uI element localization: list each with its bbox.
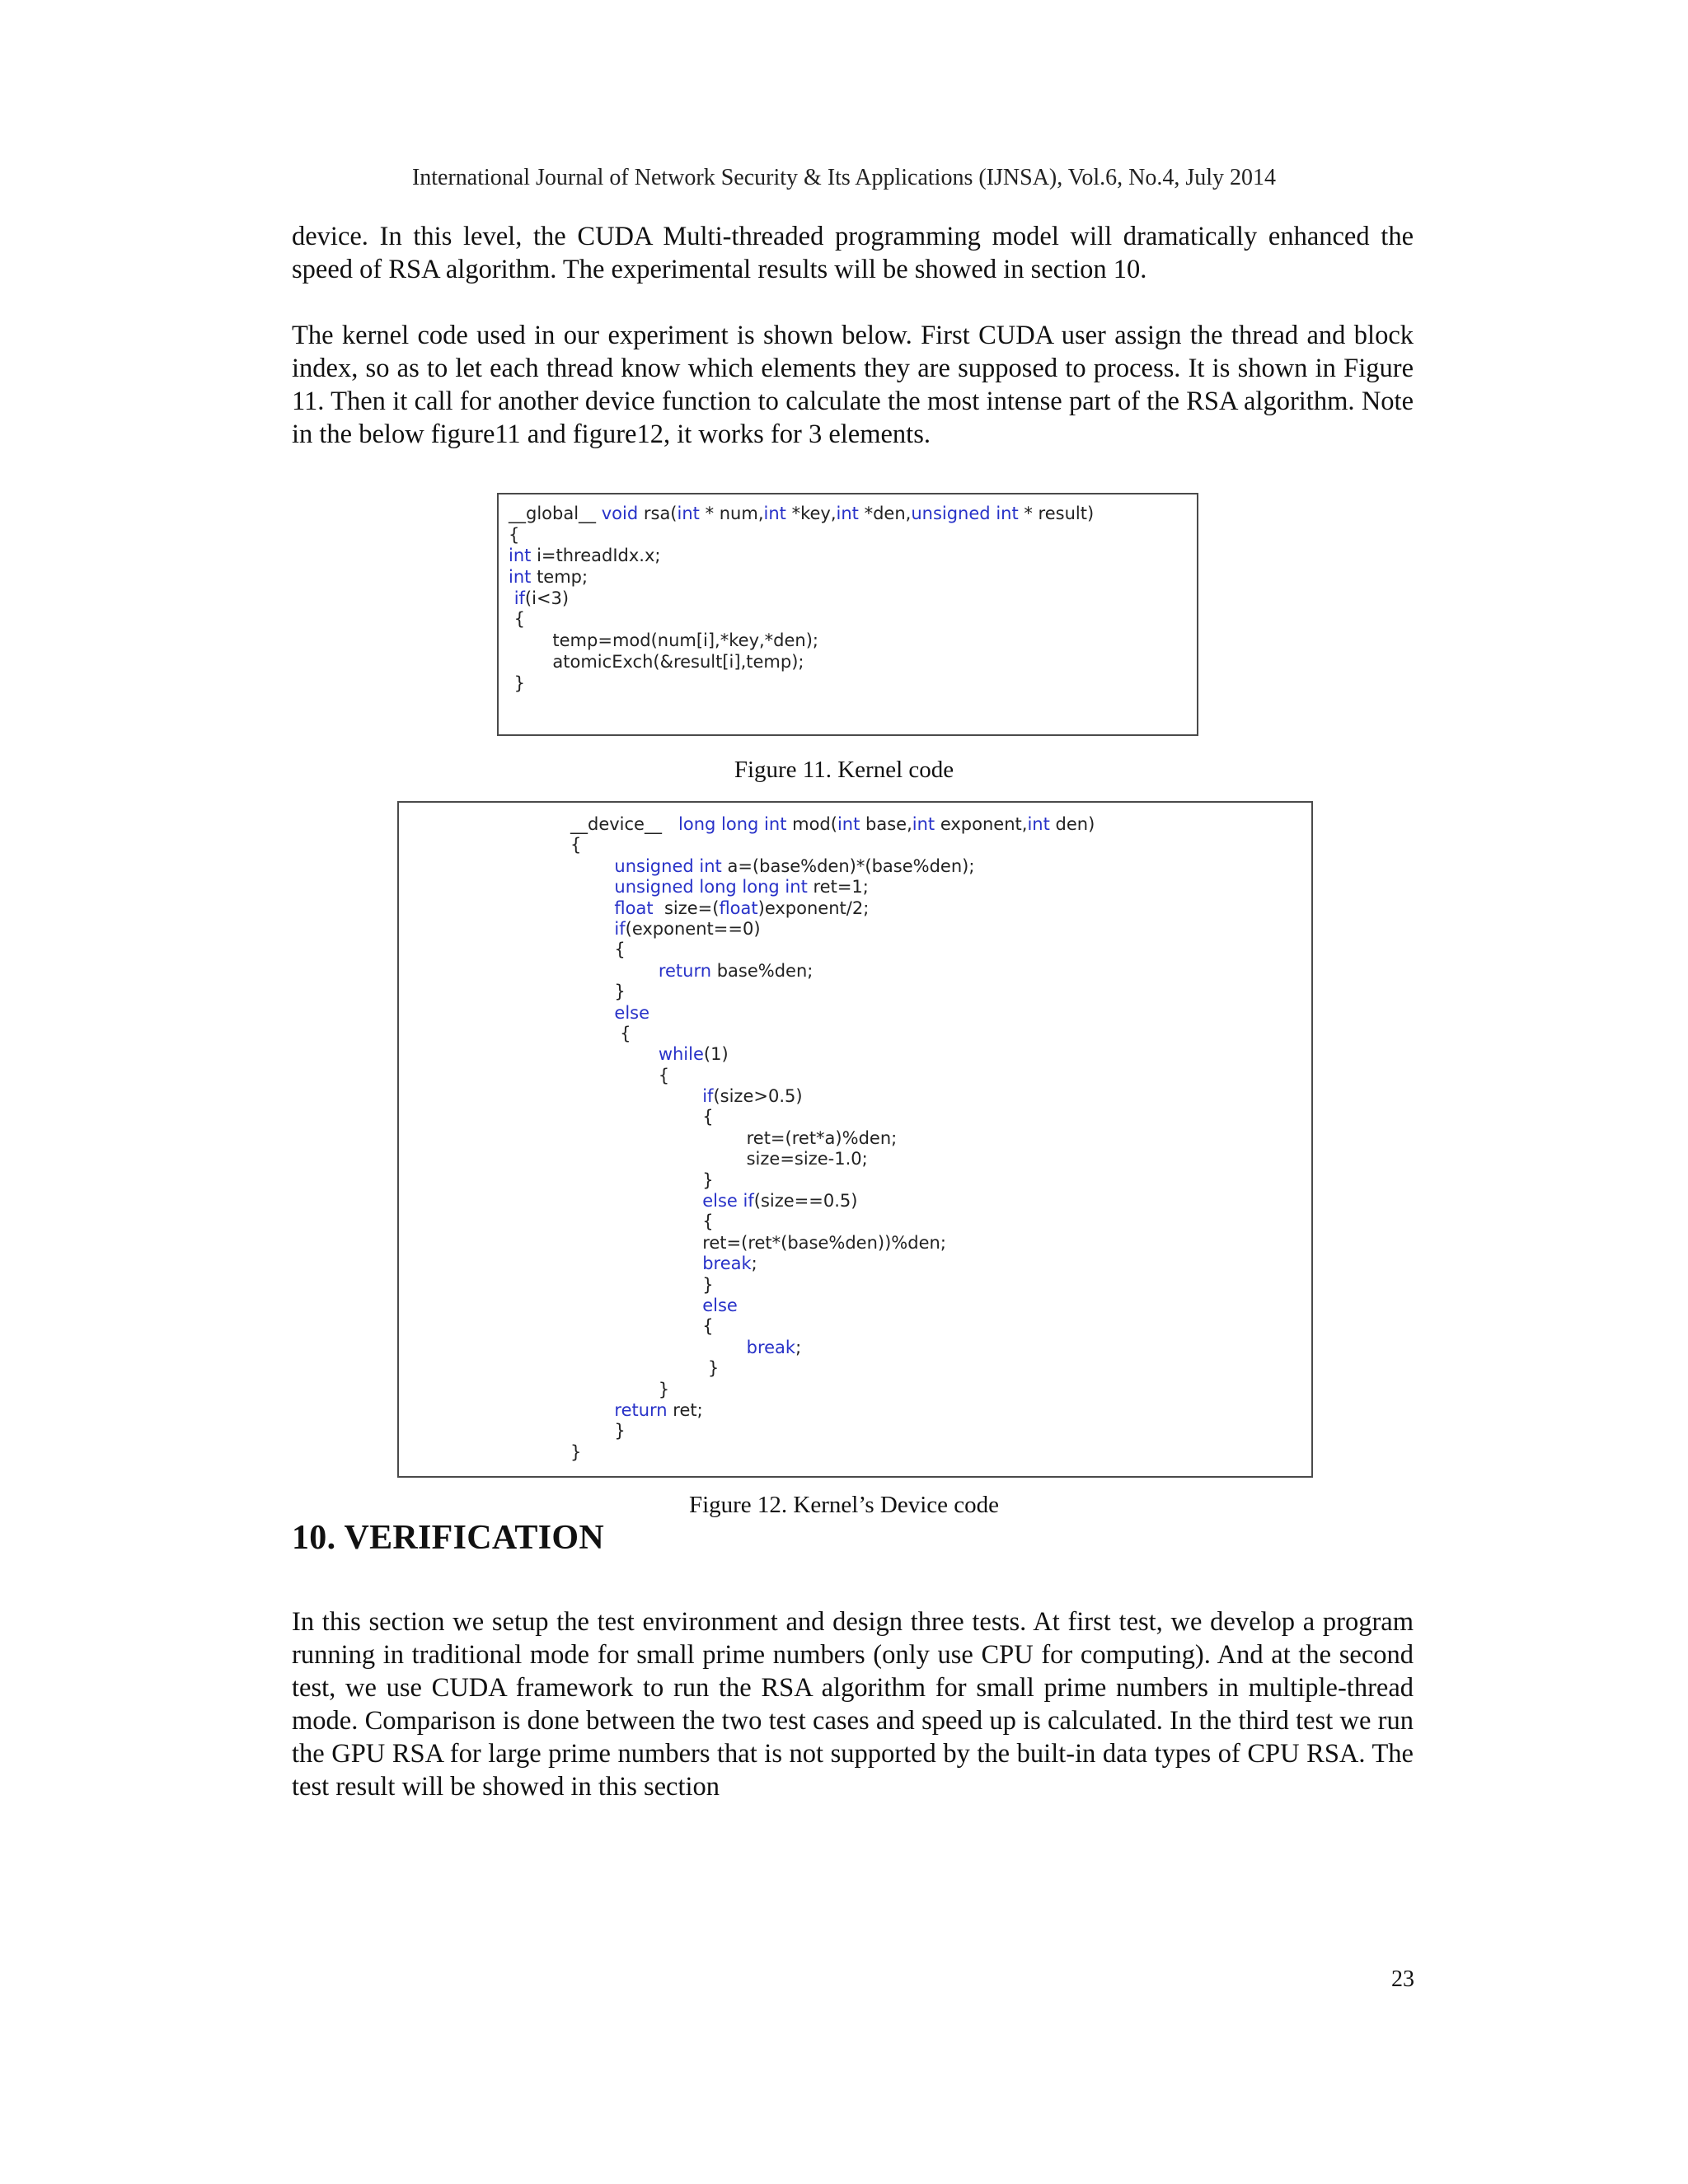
code-line: ret=(ret*a)%den; [570, 1127, 898, 1148]
figure-12-code [570, 814, 1095, 1463]
code-line: } [570, 1379, 670, 1399]
code-line: int temp; [509, 567, 588, 588]
code-line: } [570, 1274, 714, 1295]
figure-12-caption: Figure 12. Kernel’s Device code [688, 1492, 1000, 1518]
code-line: break; [702, 1254, 757, 1274]
code-line: { [570, 1023, 631, 1043]
code-line: return base%den; [658, 960, 814, 981]
code-line: if(size>0.5) [702, 1086, 803, 1107]
code-line: { [570, 835, 582, 855]
code-line: atomicExch(&result[i],temp); [509, 651, 804, 672]
paragraph-intro: device. In this level, the CUDA Multi-threaded programming model will dramatically enhanced the speed of RSA algorithm. The experimental results will be showed in section 10. [292, 222, 1414, 284]
code-line: return ret; [614, 1399, 703, 1420]
code-line: unsigned long long int ret=1; [614, 877, 869, 898]
code-line: } [570, 1441, 582, 1462]
journal-header: International Journal of Network Security & Its Applications (IJNSA), Vol.6, No.4, July 2014 [411, 165, 1277, 190]
code-line: { [509, 609, 526, 630]
code-line: break; [746, 1337, 802, 1357]
code-line: } [509, 673, 526, 693]
code-line: unsigned int a=(base%den)*(base%den); [614, 855, 975, 876]
code-line: else [614, 1002, 650, 1023]
code-line: float size=(float)exponent/2; [614, 898, 870, 918]
code-line: } [570, 1358, 720, 1379]
code-line: temp=mod(num[i],*key,*den); [509, 630, 819, 651]
code-line: { [570, 1107, 714, 1127]
code-line: { [570, 1065, 670, 1085]
code-line: ret=(ret*(base%den))%den; [570, 1232, 946, 1253]
paragraph-kernel-description: The kernel code used in our experiment is shown below. First CUDA user assign the thread and block index, so as to let each thread know which elements they are supposed to process. It is shown in Figure 11. Then it call for another device function to calculate the most intense part of the RSA algorithm. Note in the below figure11 and figure12, it works for 3 elements. [292, 321, 1414, 449]
code-line: else [702, 1295, 738, 1315]
code-line: } [570, 982, 626, 1002]
figure-11-caption: Figure 11. Kernel code [734, 757, 954, 783]
code-line: __device__ long long int mod(int base,int exponent,int den) [570, 814, 1095, 834]
code-line: __global__ void rsa(int * num,int *key,int *den,unsigned int * result) [509, 504, 1095, 523]
code-line: if(exponent==0) [614, 918, 761, 939]
code-line: else if(size==0.5) [702, 1191, 858, 1212]
page-number: 23 [1391, 1966, 1414, 1992]
code-line: } [570, 1421, 626, 1441]
figure-11-code [509, 504, 1094, 694]
code-line: int i=threadIdx.x; [509, 546, 661, 566]
code-line: { [570, 940, 626, 960]
code-line: { [570, 1316, 714, 1337]
code-line: { [570, 1212, 714, 1232]
paragraph-verification: In this section we setup the test environment and design three tests. At first test, we develop a program running in traditional mode for small prime numbers (only use CPU for computing). And at the second test, we use CUDA framework to run the RSA algorithm for small prime numbers in multiple-thread mode. Comparison is done between the two test cases and speed up is calculated. In the third test we run the GPU RSA for large prime numbers that is not supported by the built-in data types of CPU RSA. The test result will be showed in this section [292, 1607, 1414, 1802]
code-line: { [509, 524, 520, 545]
code-line: } [570, 1169, 714, 1190]
code-line: size=size-1.0; [570, 1149, 868, 1169]
code-line: if(i<3) [513, 588, 570, 608]
code-line: while(1) [658, 1044, 729, 1065]
section-heading: 10. VERIFICATION [292, 1519, 604, 1557]
